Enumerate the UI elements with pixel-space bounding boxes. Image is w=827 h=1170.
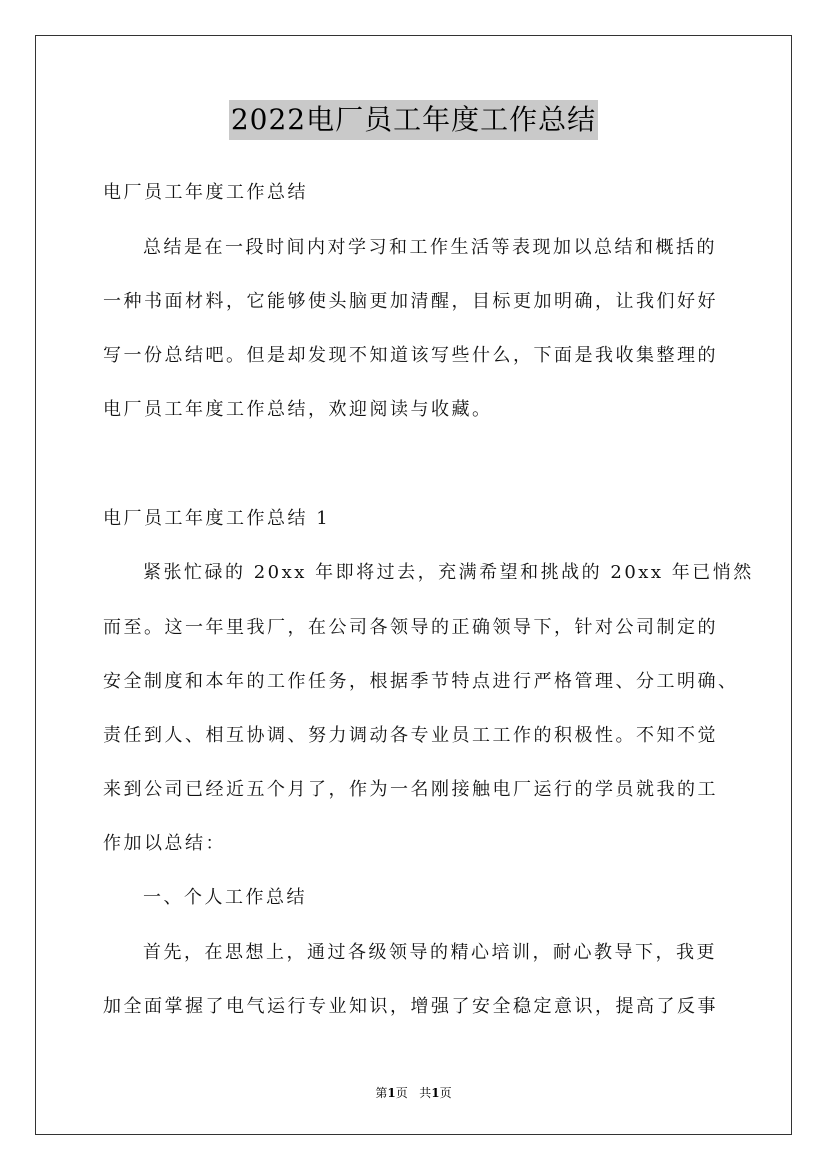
paragraph-line: 作加以总结： <box>103 833 226 854</box>
paragraph-line: 安全制度和本年的工作任务，根据季节特点进行严格管理、分工明确、 <box>103 671 739 692</box>
paragraph-line: 来到公司已经近五个月了，作为一名刚接触电厂运行的学员就我的工 <box>103 779 718 800</box>
page-number: 1 <box>387 1086 396 1100</box>
total-pages: 1 <box>431 1086 440 1100</box>
total-prefix: 共 <box>419 1086 432 1100</box>
title-container <box>0 100 827 140</box>
section-heading: 电厂员工年度工作总结 <box>103 182 308 203</box>
paragraph-line: 加全面掌握了电气运行专业知识，增强了安全稳定意识，提高了反事 <box>103 996 718 1017</box>
paragraph-line: 而至。这一年里我厂，在公司各领导的正确领导下，针对公司制定的 <box>103 617 718 638</box>
document-title: 2022电厂员工年度工作总结 <box>229 100 598 140</box>
total-suffix: 页 <box>439 1086 452 1100</box>
page-footer <box>0 1084 827 1101</box>
page-prefix: 第 <box>375 1086 388 1100</box>
paragraph-line: 紧张忙碌的 20xx 年即将过去，充满希望和挑战的 20xx 年已悄然 <box>143 562 754 583</box>
section-heading: 电厂员工年度工作总结 1 <box>103 508 331 529</box>
page-suffix: 页 <box>395 1086 408 1100</box>
paragraph-line: 电厂员工年度工作总结，欢迎阅读与收藏。 <box>103 399 493 420</box>
subsection-heading: 一、个人工作总结 <box>143 887 307 908</box>
paragraph-line: 首先，在思想上，通过各级领导的精心培训，耐心教导下，我更 <box>143 942 717 963</box>
paragraph-line: 责任到人、相互协调、努力调动各专业员工工作的积极性。不知不觉 <box>103 725 718 746</box>
paragraph-line: 总结是在一段时间内对学习和工作生活等表现加以总结和概括的 <box>143 237 717 258</box>
paragraph-line: 一种书面材料，它能够使头脑更加清醒，目标更加明确，让我们好好 <box>103 291 718 312</box>
paragraph-line: 写一份总结吧。但是却发现不知道该写些什么，下面是我收集整理的 <box>103 345 718 366</box>
